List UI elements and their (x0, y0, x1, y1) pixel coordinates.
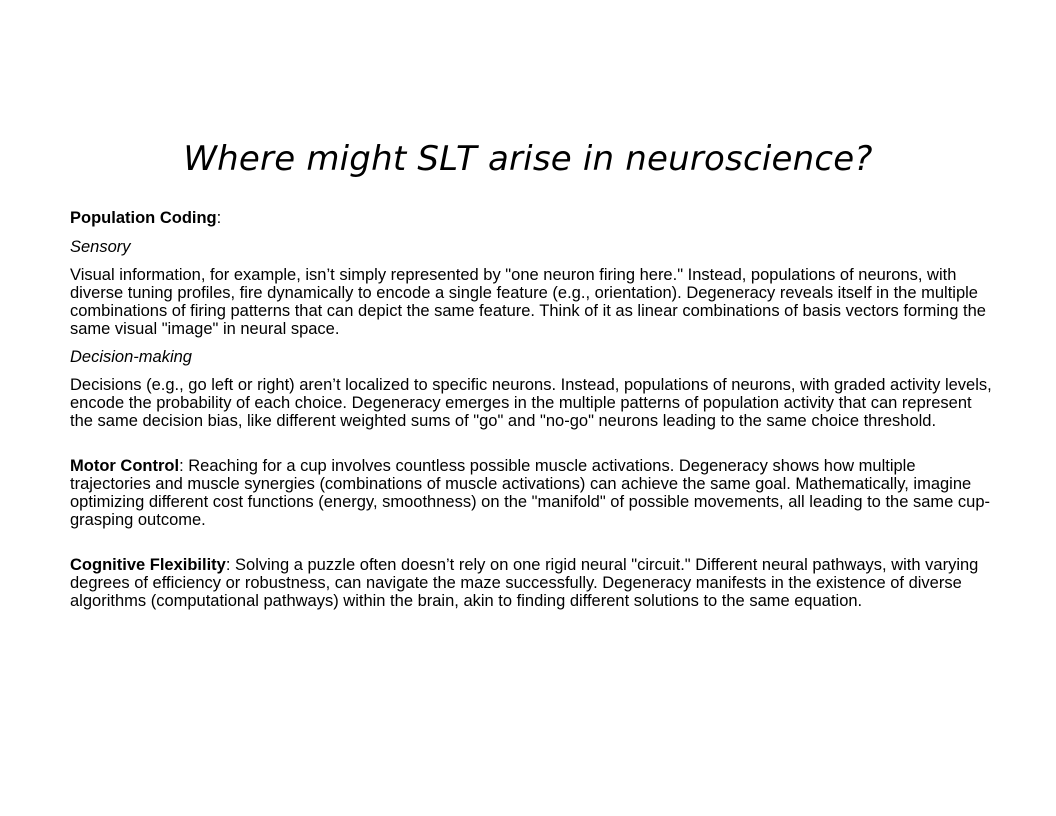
population-coding-heading (70, 208, 995, 228)
motor-control-paragraph (70, 457, 995, 529)
decision-making-subheading: Decision-making (70, 348, 192, 366)
motor-control-label: Motor Control (70, 457, 180, 475)
motor-control-text: : Reaching for a cup involves countless possible muscle activations. Degeneracy shows how multiple trajectories and muscle synergies (combinations of muscle activations) can achieve the same goal. Mathematically, imagine optimizing different cost functions (energy, smoothness) on the "manifold" of possible movements, all leading to the same cup-grasping outcome. (70, 457, 990, 529)
cognitive-flexibility-paragraph (70, 556, 995, 610)
cognitive-flexibility-label: Cognitive Flexibility (70, 556, 226, 574)
population-coding-label: Population Coding (70, 209, 217, 227)
slide-body (70, 208, 995, 610)
slide-title: Where might SLT arise in neuroscience? (183, 139, 873, 179)
decision-making-paragraph: Decisions (e.g., go left or right) aren’t localized to specific neurons. Instead, populations of neurons, with graded activity levels, encode the probability of each choice. Degeneracy emerges in the multiple patterns of population activity that can represent the same decision bias, like different weighted sums of "go" and "no-go" neurons leading to the same choice threshold. (70, 376, 992, 430)
sensory-subheading: Sensory (70, 238, 131, 256)
population-coding-colon: : (216, 209, 222, 227)
sensory-paragraph: Visual information, for example, isn’t simply represented by "one neuron firing here." Instead, populations of neurons, with diverse tuning profiles, fire dynamically to encode a single feature (e.g., orientation). Degeneracy reveals itself in the multiple combinations of firing patterns that can depict the same feature. Think of it as linear combinations of basis vectors forming the same visual "image" in neural space. (70, 266, 986, 338)
cognitive-flexibility-text: : Solving a puzzle often doesn’t rely on one rigid neural "circuit." Different neural pathways, with varying degrees of efficiency or robustness, can navigate the maze successfully. Degeneracy manifests in the existence of diverse algorithms (computational pathways) within the brain, akin to finding different solutions to the same equation. (70, 556, 979, 610)
